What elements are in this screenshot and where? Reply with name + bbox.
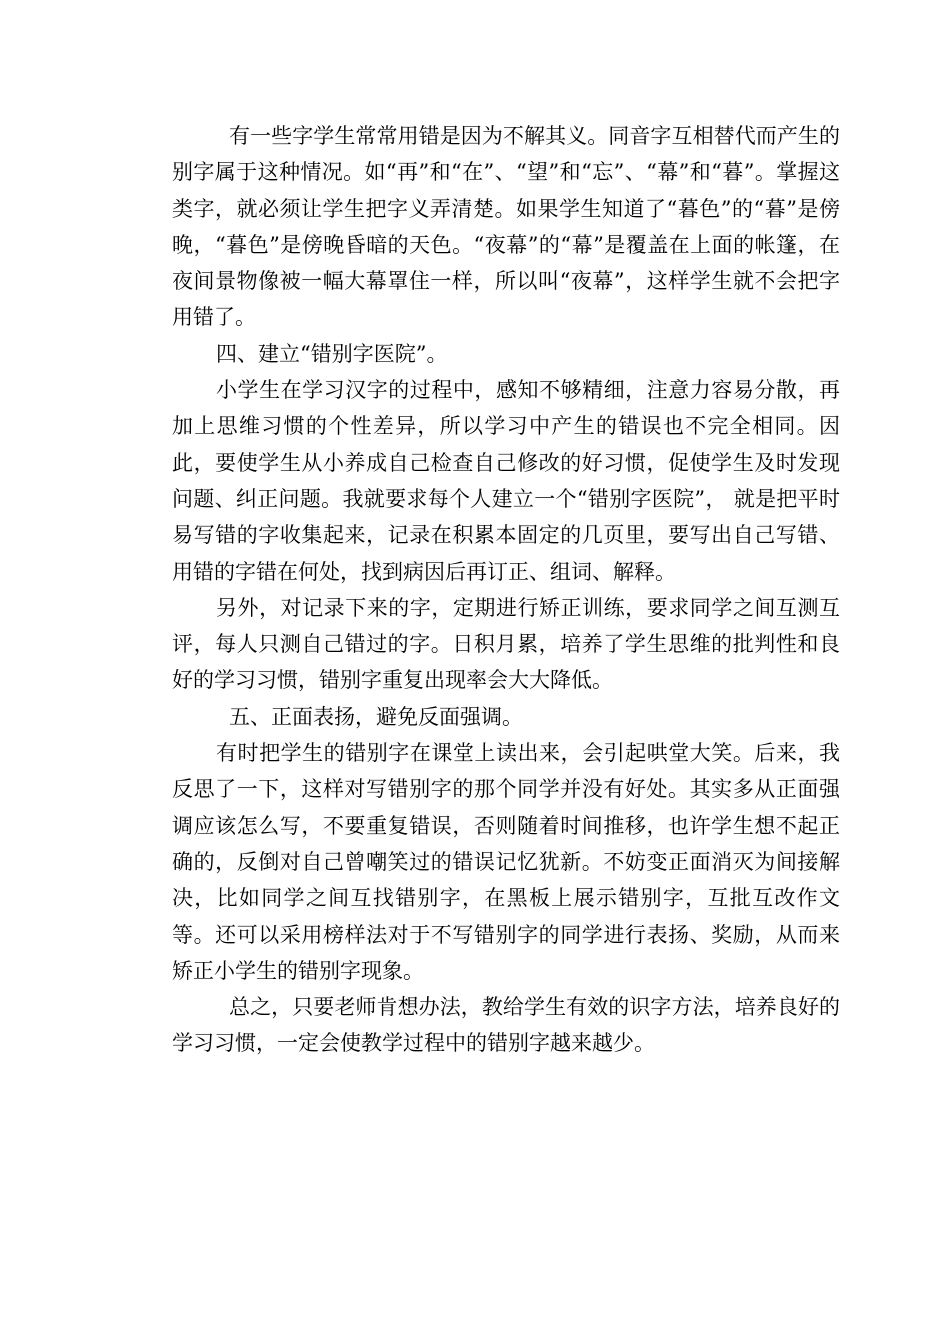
paragraph-conclusion: 总之，只要老师肯想办法，教给学生有效的识字方法，培养良好的学习习惯，一定会使教学过程中的错别字越来越少。	[172, 995, 840, 1056]
section-heading-5: 五、正面表扬，避免反面强调。	[229, 704, 523, 729]
paragraph-meaning-errors: 有一些字学生常常用错是因为不解其义。同音字互相替代而产生的别字属于这种情况。如“再”和“在”、“望”和“忘”、“幕”和“暮”。掌握这类字，就必须让学生把字义弄清楚。如果学生知道了“暮色”的“暮”是傍晚，“暮色”是傍晚昏暗的天色。“夜幕”的“幕”是覆盖在上面的帐篷，在夜间景物像被一幅大幕罩住一样，所以叫“夜幕”，这样学生就不会把字用错了。	[172, 124, 840, 330]
section-heading-4: 四、建立“错别字医院”。	[216, 341, 448, 366]
paragraph-correction-training: 另外，对记录下来的字，定期进行矫正训练，要求同学之间互测互评，每人只测自己错过的字。日积月累，培养了学生思维的批判性和良好的学习习惯，错别字重复出现率会大大降低。	[172, 595, 840, 693]
document-body	[172, 118, 840, 1062]
paragraph-positive-praise: 有时把学生的错别字在课堂上读出来，会引起哄堂大笑。后来，我反思了一下，这样对写错别字的那个同学并没有好处。其实多从正面强调应该怎么写，不要重复错误，否则随着时间推移，也许学生想不起正确的，反倒对自己曾嘲笑过的错误记忆犹新。不妨变正面消灭为间接解决，比如同学之间互找错别字，在黑板上展示错别字，互批互改作文等。还可以采用榜样法对于不写错别字的同学进行表扬、奖励，从而来矫正小学生的错别字现象。	[172, 741, 840, 983]
paragraph-error-hospital: 小学生在学习汉字的过程中，感知不够精细，注意力容易分散，再加上思维习惯的个性差异，所以学习中产生的错误也不完全相同。因此，要使学生从小养成自己检查自己修改的好习惯，促使学生及时发现问题、纠正问题。我就要求每个人建立一个“错别字医院”， 就是把平时易写错的字收集起来，记录在积累本固定的几页里，要写出自己写错、用错的字错在何处，找到病因后再订正、组词、解释。	[172, 378, 840, 584]
